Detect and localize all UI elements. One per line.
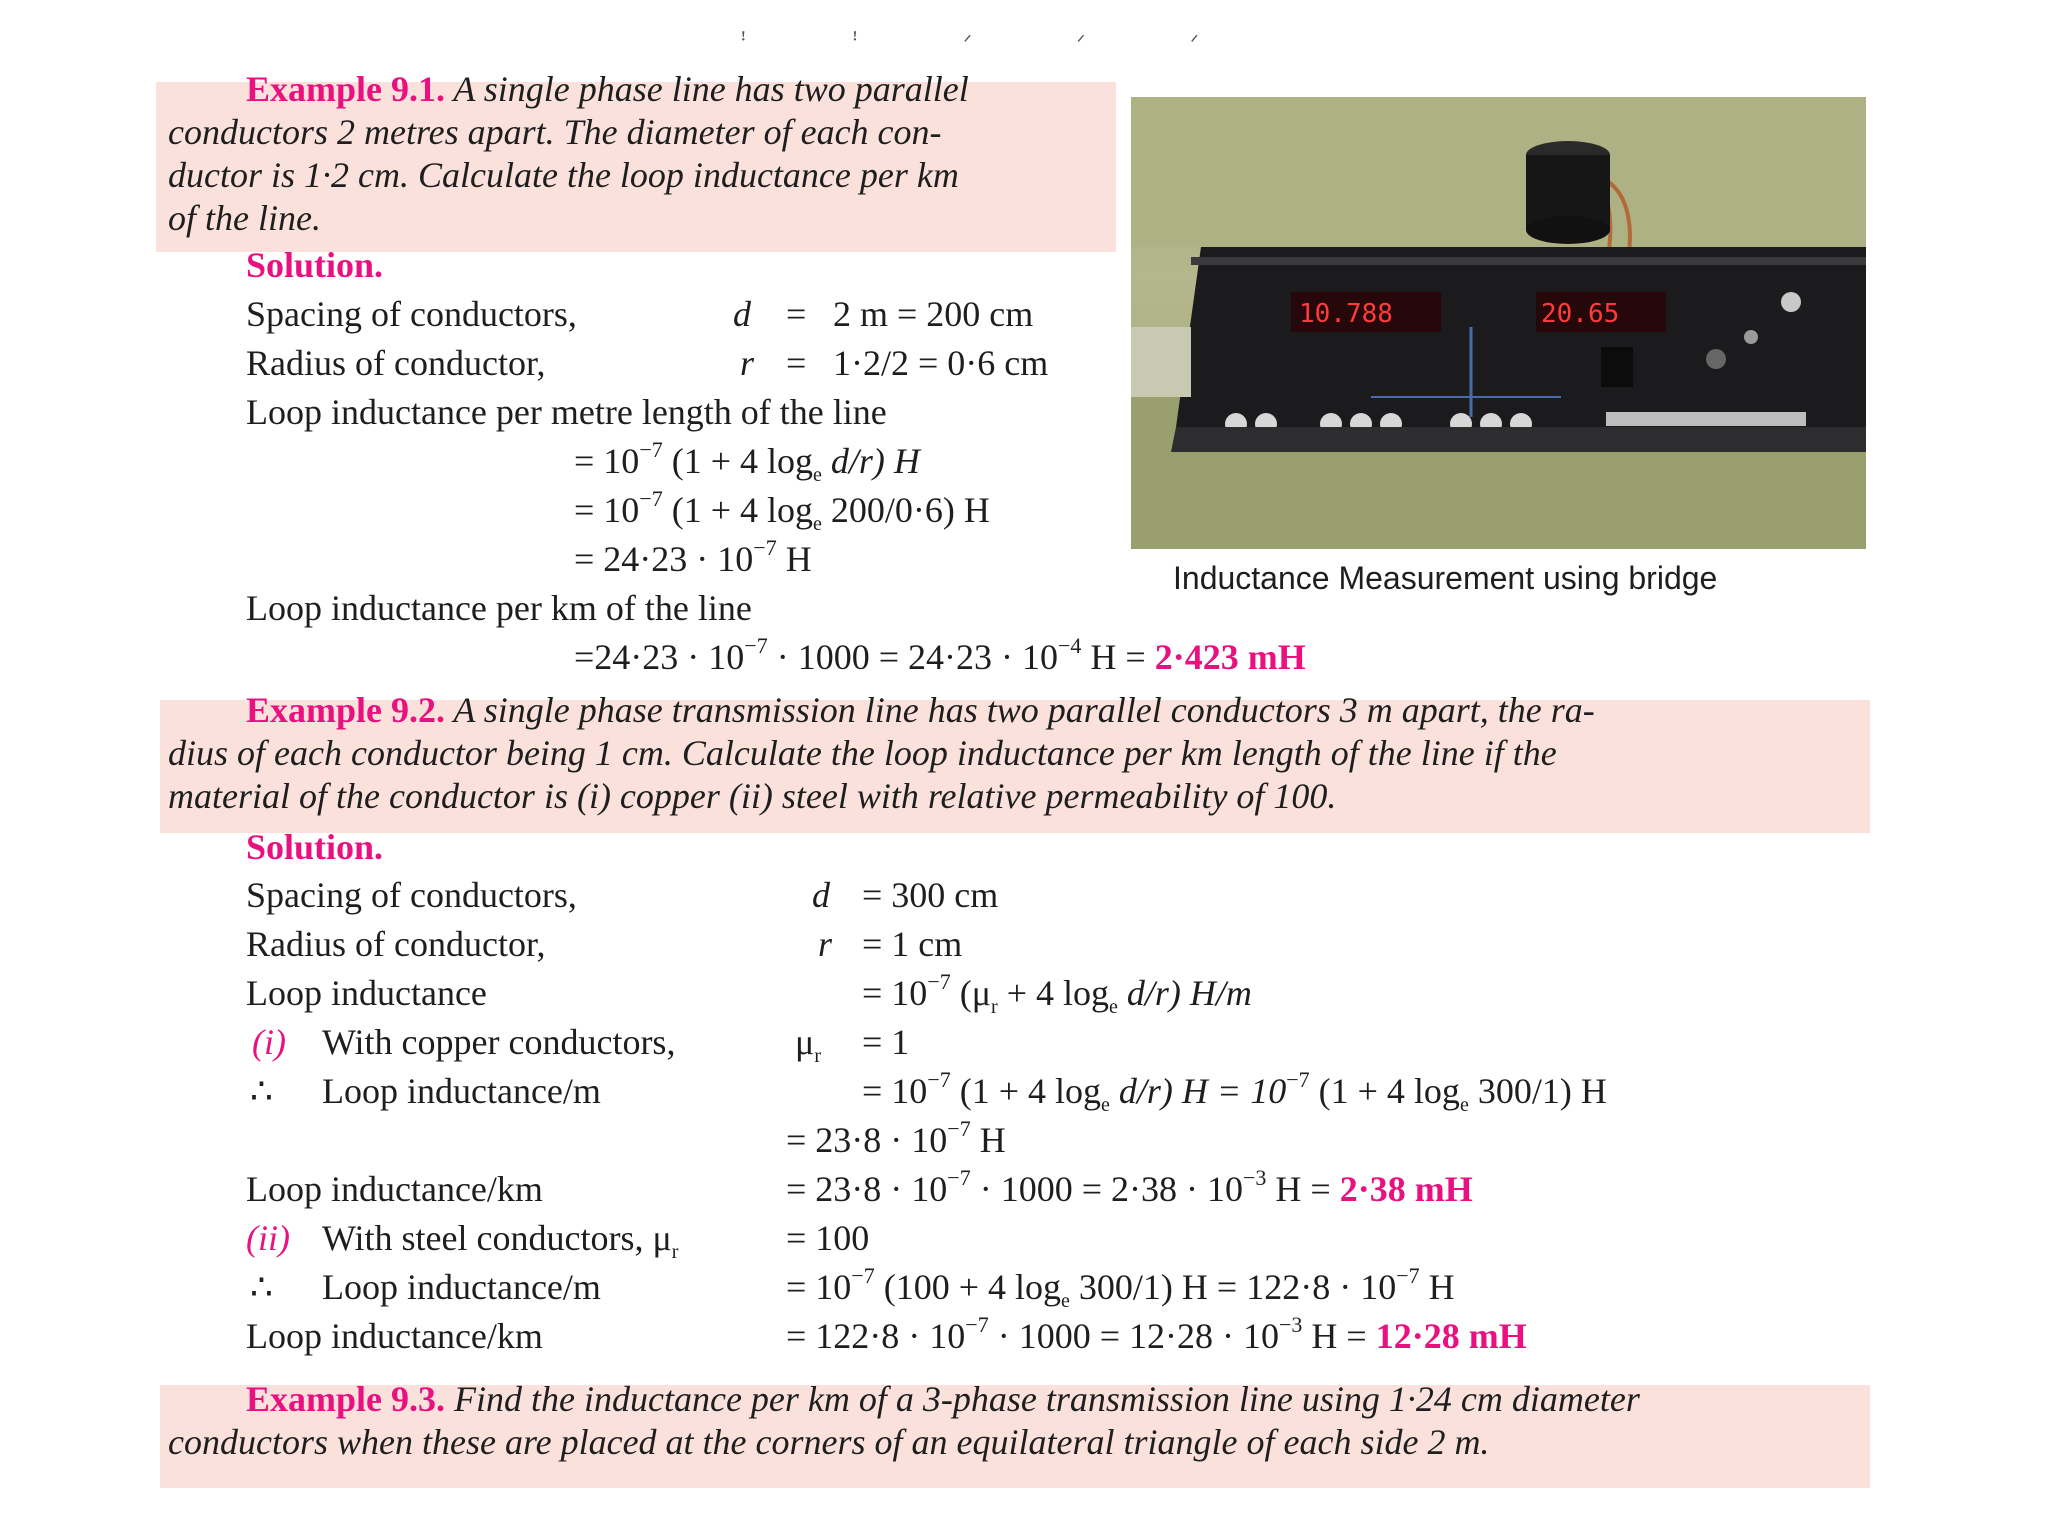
ex2-case-ii-label: With steel conductors, $\mu_r$ <box>322 1218 679 1263</box>
ex1-spacing-value: 2 m = 200 cm <box>833 294 1034 334</box>
ex1-radius-value: 1·2/2 = 0·6 cm <box>833 343 1049 383</box>
ex1-loop-m-label: Loop inductance per metre length of the line <box>246 392 887 432</box>
bridge-instrument-illustration <box>1131 97 1866 549</box>
ex1-loop-km-label: Loop inductance per km of the line <box>246 588 752 628</box>
ex2-cu-km-label: Loop inductance/km <box>246 1169 543 1209</box>
ex1-step-1: = $10^{-7}$ (1 + 4 $\log_e d/r$) H <box>574 437 920 486</box>
example-9-1-statement <box>168 68 969 240</box>
ex2-spacing-label: Spacing of conductors, <box>246 875 577 915</box>
ex2-radius-value: = 1 cm <box>862 924 963 964</box>
ex2-loop-formula: = $10^{-7}$ ($\mu_r + 4$ $\log_e d/r$) H/m <box>862 969 1252 1018</box>
example-9-1-solution-label: Solution. <box>246 245 384 285</box>
ex2-case-i-marker: (i) <box>252 1022 286 1062</box>
ex1-km-result: $=24\cdot 23 \cdot 10^{-7} \cdot 1000 = 24\cdot 23 \cdot 10^{-4}$ H = 2·423 mH <box>574 633 1306 677</box>
ex2-st-m-label: Loop inductance/m <box>322 1267 601 1307</box>
ex2-radius-label: Radius of conductor, <box>246 924 546 964</box>
example-9-3-line-1: Find the inductance per km of a 3-phase transmission line using 1·24 cm diameter <box>454 1379 1640 1419</box>
ex2-cu-m-result: = $23\cdot 8 \cdot 10^{-7}$ H <box>786 1116 1006 1160</box>
ex2-st-m-formula: = $10^{-7}$ (100 + 4 $\log_e 300/1$) $H = 122\cdot 8 \cdot 10^{-7}$ H <box>786 1263 1455 1312</box>
ex2-steel-answer: 12·28 mH <box>1375 1316 1527 1356</box>
ex1-spacing-equals: = <box>786 294 807 334</box>
example-9-2-line-1: A single phase transmission line has two parallel conductors 3 m apart, the ra- <box>453 690 1595 730</box>
ex2-cu-km-formula: = $23\cdot 8 \cdot 10^{-7} \cdot 1000 = 2\cdot 38 \cdot 10^{-3}$ H = 2·38 mH <box>786 1165 1473 1209</box>
ex1-step-3: = $24\cdot 23 \cdot 10^{-7}$ H <box>574 535 812 579</box>
ex2-copper-answer: 2·38 mH <box>1339 1169 1473 1209</box>
example-9-1-line-1: A single phase line has two parallel <box>453 69 969 109</box>
ex2-cu-m-formula: = $10^{-7}$ (1 + 4 $\log_e d/r$) $H = 10^{-7}$ (1 + 4 $\log_e 300/1$) H <box>862 1067 1607 1116</box>
ex1-spacing-symbol: d <box>733 294 751 334</box>
ex1-radius-symbol: r <box>740 343 755 383</box>
ex2-case-i-symbol: $\mu_r$ <box>795 1022 821 1067</box>
ex2-case-i-label: With copper conductors, <box>322 1022 676 1062</box>
example-9-3-statement <box>168 1378 1640 1464</box>
example-9-2-line-2: dius of each conductor being 1 cm. Calculate the loop inductance per km length of the line if the <box>168 733 1557 773</box>
photo-caption: Inductance Measurement using bridge <box>1173 560 1718 596</box>
ex1-radius-equals: = <box>786 343 807 383</box>
example-9-2-solution-label: Solution. <box>246 827 384 867</box>
ex2-case-ii-value: = 100 <box>786 1218 870 1258</box>
ex1-spacing-label: Spacing of conductors, <box>246 294 577 334</box>
example-9-2-statement <box>168 689 1595 818</box>
ex2-spacing-symbol: d <box>812 875 830 915</box>
ex2-case-ii-marker: (ii) <box>246 1218 290 1258</box>
example-9-2-line-3: material of the conductor is (i) copper (ii) steel with relative permeability of 100. <box>168 776 1337 816</box>
ex2-st-km-formula: = $122\cdot 8 \cdot 10^{-7} \cdot 1000 = 12\cdot 28 \cdot 10^{-3}$ H = 12·28 mH <box>786 1312 1527 1356</box>
example-9-3-line-2: conductors when these are placed at the corners of an equilateral triangle of each side 2 m. <box>168 1422 1490 1462</box>
ex2-cu-m-label: Loop inductance/m <box>322 1071 601 1111</box>
example-9-1-label: Example 9.1. <box>246 69 446 109</box>
ex1-answer: 2·423 mH <box>1154 637 1306 677</box>
ex2-spacing-value: = 300 cm <box>862 875 999 915</box>
display-right: 20.65 <box>1541 299 1620 329</box>
top-cutoff-text: ꜝ ꜝ ᐟ ᐟ ᐟ <box>740 32 1249 54</box>
ex2-therefore-1: ∴ <box>250 1071 273 1111</box>
display-left: 10.788 <box>1299 299 1393 329</box>
example-9-1-line-2: conductors 2 metres apart. The diameter of each con- <box>168 112 942 152</box>
ex2-therefore-2: ∴ <box>250 1267 273 1307</box>
ex1-radius-label: Radius of conductor, <box>246 343 546 383</box>
example-9-1-line-3: ductor is 1·2 cm. Calculate the loop inductance per km <box>168 155 959 195</box>
example-9-2-label: Example 9.2. <box>246 690 446 730</box>
ex2-case-i-value: = 1 <box>862 1022 910 1062</box>
ex1-step-2: = $10^{-7}$ (1 + 4 $\log_e 200/0\cdot 6$) H <box>574 486 990 535</box>
ex2-loop-label: Loop inductance <box>246 973 487 1013</box>
ex2-st-km-label: Loop inductance/km <box>246 1316 543 1356</box>
ex2-radius-symbol: r <box>818 924 833 964</box>
example-9-1-line-4: of the line. <box>168 198 321 238</box>
example-9-3-label: Example 9.3. <box>246 1379 446 1419</box>
inductance-bridge-photo <box>1131 97 1866 549</box>
